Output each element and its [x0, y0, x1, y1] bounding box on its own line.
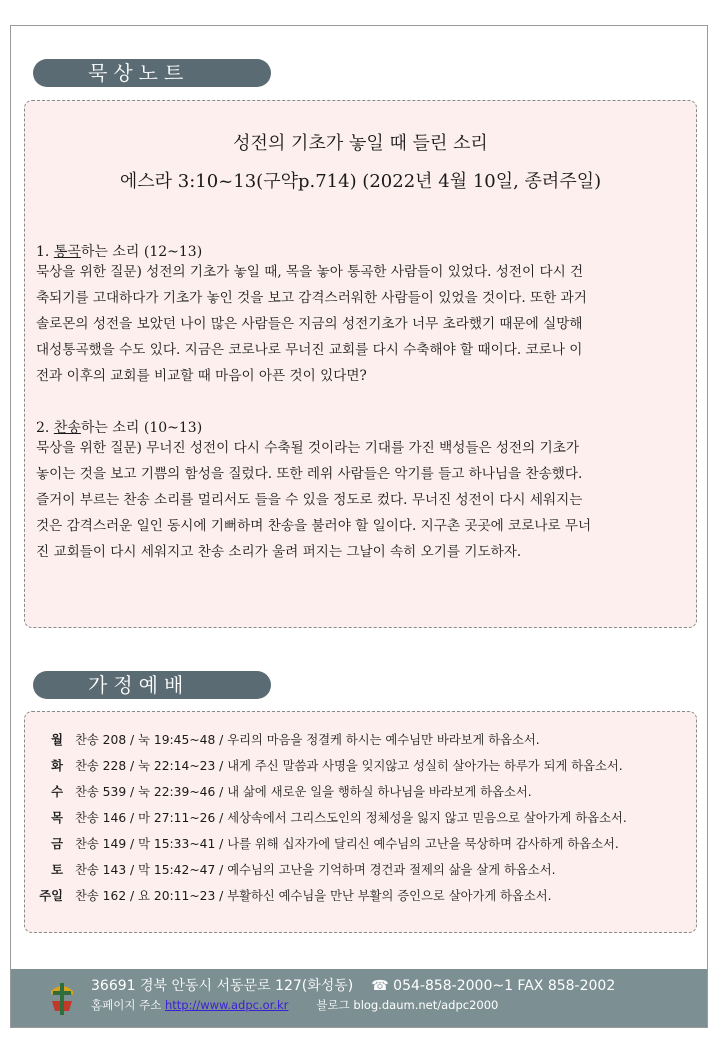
worship-row-mon — [25, 730, 540, 750]
worship-text: 찬송 143 / 막 15:42~47 / 예수님의 고난을 기억하며 경건과 절제의 삶을 살게 하옵소서. — [75, 863, 556, 877]
point-1-line: 묵상을 위한 질문) 성전의 기초가 놓일 때, 목을 놓아 통곡한 사람들이 있었다. 성전이 다시 건 — [36, 264, 584, 280]
footer-web-line — [91, 997, 498, 1013]
sermon-reference: 에스라 3:10~13(구약p.714) (2022년 4월 10일, 종려주일) — [119, 171, 602, 192]
footer-homepage-label: 홈페이지 주소 — [91, 998, 162, 1012]
footer-homepage-link[interactable]: http://www.adpc.or.kr — [164, 998, 289, 1012]
worship-text: 찬송 208 / 눅 19:45~48 / 우리의 마음을 정결케 하시는 예수님만 바라보게 하옵소서. — [75, 733, 540, 747]
worship-day: 토 — [51, 863, 63, 877]
meditation-section-header — [33, 59, 271, 87]
worship-text: 찬송 162 / 요 20:11~23 / 부활하신 예수님을 만난 부활의 증인으로 살아가게 하옵소서. — [75, 889, 552, 903]
worship-text: 찬송 149 / 막 15:33~41 / 나를 위해 십자가에 달리신 예수님의 고난을 묵상하며 감사하게 하옵소서. — [75, 837, 619, 851]
point-2-number: 2. — [36, 420, 50, 436]
worship-day: 목 — [51, 811, 63, 825]
sermon-title: 성전의 기초가 놓일 때 들린 소리 — [233, 133, 488, 154]
worship-row-tue — [25, 756, 623, 776]
footer-phone: ☎ 054-858-2000~1 FAX 858-2002 — [371, 978, 616, 994]
footer-blog: 블로그 blog.daum.net/adpc2000 — [316, 998, 499, 1012]
worship-row-thu — [25, 808, 627, 828]
point-2-keyword: 찬송 — [53, 420, 81, 436]
meditation-section-label: 묵상노트 — [88, 61, 190, 85]
point-1-line: 솔로몬의 성전을 보았던 나이 많은 사람들은 지금의 성전기초가 너무 초라했기 때문에 실망해 — [36, 316, 583, 332]
worship-day: 금 — [51, 837, 63, 851]
worship-row-sat — [25, 860, 555, 880]
point-2-line: 진 교회들이 다시 세워지고 찬송 소리가 울려 퍼지는 그날이 속히 오기를 기도하자. — [36, 544, 522, 560]
footer — [11, 969, 707, 1027]
worship-text: 찬송 228 / 눅 22:14~23 / 내게 주신 말씀과 사명을 잊지않고 성실히 살아가는 하루가 되게 하옵소서. — [75, 759, 623, 773]
worship-row-wed — [25, 782, 532, 802]
point-2-line: 묵상을 위한 질문) 무너진 성전이 다시 수축될 것이라는 기대를 가진 백성들은 성전의 기초가 — [36, 440, 580, 456]
point-2-line: 즐거이 부르는 찬송 소리를 멀리서도 들을 수 있을 정도로 컸다. 무너진 성전이 다시 세워지는 — [36, 492, 583, 508]
point-1-line: 축되기를 고대하다가 기초가 놓인 것을 보고 감격스러워한 사람들이 있었을 것이다. 또한 과거 — [36, 290, 587, 306]
family-worship-box — [24, 711, 697, 933]
point-1-title — [36, 241, 202, 261]
worship-row-fri — [25, 834, 619, 854]
point-1-body — [36, 259, 686, 389]
point-2-line: 것은 감격스러운 일인 동시에 기뻐하며 찬송을 불러야 할 일이다. 지구촌 곳곳에 코로나로 무너 — [36, 518, 592, 534]
family-worship-section-label: 가정예배 — [88, 673, 190, 697]
footer-address: 36691 경북 안동시 서동문로 127(화성동) — [91, 978, 354, 994]
point-2-rest: 하는 소리 (10~13) — [80, 420, 203, 436]
point-1-line: 전과 이후의 교회를 비교할 때 마음이 아픈 것이 있다면? — [36, 368, 367, 384]
worship-day: 수 — [51, 785, 63, 799]
point-2-line: 놓이는 것을 보고 기쁨의 함성을 질렀다. 또한 레위 사람들은 악기를 들고 하나님을 찬송했다. — [36, 466, 583, 482]
point-1-keyword: 통곡 — [53, 244, 81, 260]
point-2-title — [36, 417, 202, 437]
worship-day: 화 — [51, 759, 63, 773]
family-worship-section-header — [33, 671, 271, 699]
point-1-line: 대성통곡했을 수도 있다. 지금은 코로나로 무너진 교회를 다시 수축해야 할 때이다. 코로나 이 — [36, 342, 583, 358]
point-2-body — [36, 435, 686, 565]
meditation-box — [24, 100, 697, 628]
point-1-rest: 하는 소리 (12~13) — [80, 244, 203, 260]
point-1-number: 1. — [36, 244, 50, 260]
bulletin-page — [10, 25, 708, 1028]
worship-text: 찬송 146 / 마 27:11~26 / 세상속에서 그리스도인의 정체성을 잃지 않고 믿음으로 살아가게 하옵소서. — [75, 811, 627, 825]
worship-day: 주일 — [39, 889, 63, 903]
worship-text: 찬송 539 / 눅 22:39~46 / 내 삶에 새로운 일을 행하실 하나님을 바라보게 하옵소서. — [75, 785, 532, 799]
footer-contact-line — [91, 975, 615, 995]
worship-row-sun — [25, 886, 552, 906]
church-logo-icon — [47, 977, 77, 1019]
worship-day: 월 — [51, 733, 63, 747]
